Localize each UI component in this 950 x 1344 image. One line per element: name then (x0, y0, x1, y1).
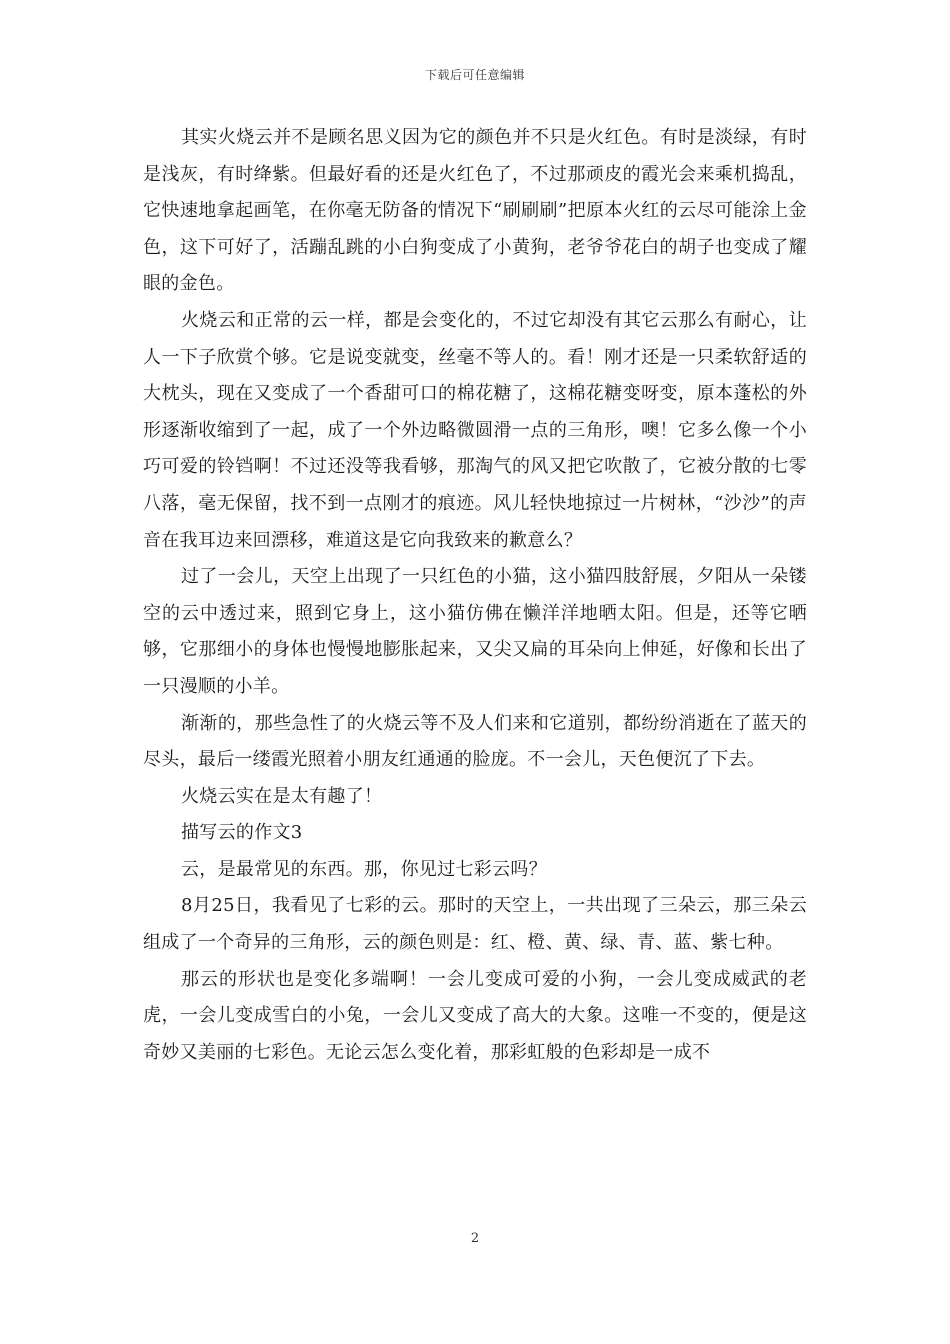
paragraph: 其实火烧云并不是顾名思义因为它的颜色并不只是火红色。有时是淡绿，有时是浅灰，有时绛紫。但最好看的还是火红色了，不过那顽皮的霞光会来乘机捣乱，它快速地拿起画笔，在你毫无防备的情况下“刷刷刷”把原本火红的云尽可能涂上金色，这下可好了，活蹦乱跳的小白狗变成了小黄狗，老爷爷花白的胡子也变成了耀眼的金色。 (143, 127, 807, 295)
paragraph: 过了一会儿，天空上出现了一只红色的小猫，这小猫四肢舒展，夕阳从一朵镂空的云中透过来，照到它身上，这小猫仿佛在懒洋洋地晒太阳。但是，还等它晒够，它那细小的身体也慢慢地膨胀起来，又尖又扁的耳朵向上伸延，好像和长出了一只漫顺的小羊。 (143, 566, 807, 697)
page-header: 下载后可任意编辑 (424, 68, 525, 82)
paragraph: 火烧云和正常的云一样，都是会变化的，不过它却没有其它云那么有耐心，让人一下子欣赏个够。它是说变就变，丝毫不等人的。看！刚才还是一只柔软舒适的大枕头，现在又变成了一个香甜可口的棉花糖了，这棉花糖变呀变，原本蓬松的外形逐渐收缩到了一起，成了一个外边略微圆滑一点的三角形，噢！它多么像一个小巧可爱的铃铛啊！不过还没等我看够，那淘气的风又把它吹散了，它被分散的七零八落，毫无保留，找不到一点刚才的痕迹。风儿轻快地掠过一片树林，“沙沙”的声音在我耳边来回漂移，难道这是它向我致来的歉意么？ (143, 309, 807, 551)
paragraph: 火烧云实在是太有趣了！ (181, 785, 383, 807)
paragraph: 渐渐的，那些急性了的火烧云等不及人们来和它道别，都纷纷消逝在了蓝天的尽头，最后一缕霞光照着小朋友红通通的脸庞。不一会儿，天色便沉了下去。 (143, 712, 807, 771)
paragraph: 8月25日，我看见了七彩的云。那时的天空上，一共出现了三朵云，那三朵云组成了一个奇异的三角形，云的颜色则是：红、橙、黄、绿、青、蓝、紫七种。 (143, 895, 807, 954)
paragraph: 那云的形状也是变化多端啊！一会儿变成可爱的小狗，一会儿变成威武的老虎，一会儿变成雪白的小兔，一会儿又变成了高大的大象。这唯一不变的，便是这奇妙又美丽的七彩色。无论云怎么变化着，那彩虹般的色彩却是一成不 (143, 968, 807, 1063)
page-number: 2 (470, 1231, 480, 1246)
document-body (143, 120, 807, 1071)
section-title: 描写云的作文3 (181, 822, 303, 844)
paragraph: 云，是最常见的东西。那，你见过七彩云吗？ (181, 858, 547, 880)
